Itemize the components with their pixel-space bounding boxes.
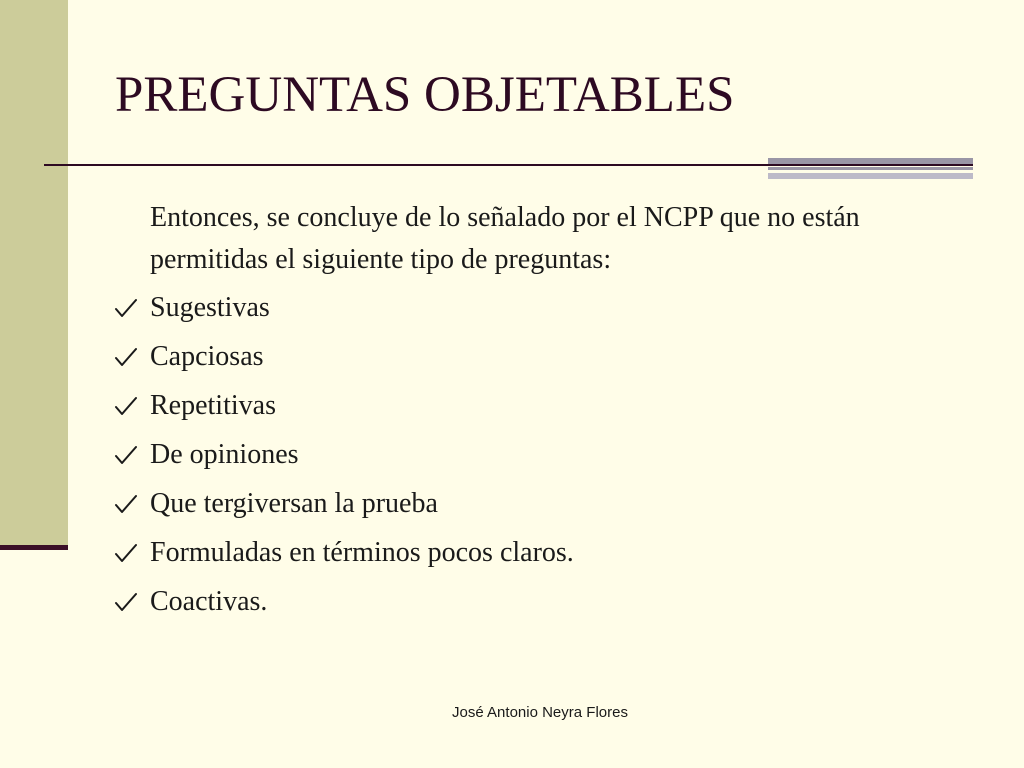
bullet-text: Formuladas en términos pocos claros. [150, 537, 574, 568]
bullet-text: De opiniones [150, 439, 299, 470]
footer-author: José Antonio Neyra Flores [452, 704, 628, 721]
accent-bar-top [768, 158, 973, 164]
check-icon [114, 445, 138, 465]
left-band-rule [0, 545, 68, 550]
check-icon [114, 543, 138, 563]
check-icon [114, 347, 138, 367]
bullet-text: Capciosas [150, 341, 264, 372]
title-accent-bars [768, 158, 973, 179]
check-icon [114, 396, 138, 416]
bullet-text: Sugestivas [150, 292, 270, 323]
bullet-text: Repetitivas [150, 390, 276, 421]
slide-title: PREGUNTAS OBJETABLES [115, 67, 735, 123]
check-icon [114, 494, 138, 514]
accent-bar-bottom [768, 173, 973, 179]
check-icon [114, 592, 138, 612]
check-icon [114, 298, 138, 318]
bullet-text: Que tergiversan la prueba [150, 488, 438, 519]
intro-paragraph: Entonces, se concluye de lo señalado por el NCPP que no están permitidas el siguiente tipo de preguntas: [150, 202, 860, 275]
accent-bar-middle [768, 167, 973, 170]
left-decorative-band [0, 0, 68, 546]
bullet-text: Coactivas. [150, 586, 268, 617]
